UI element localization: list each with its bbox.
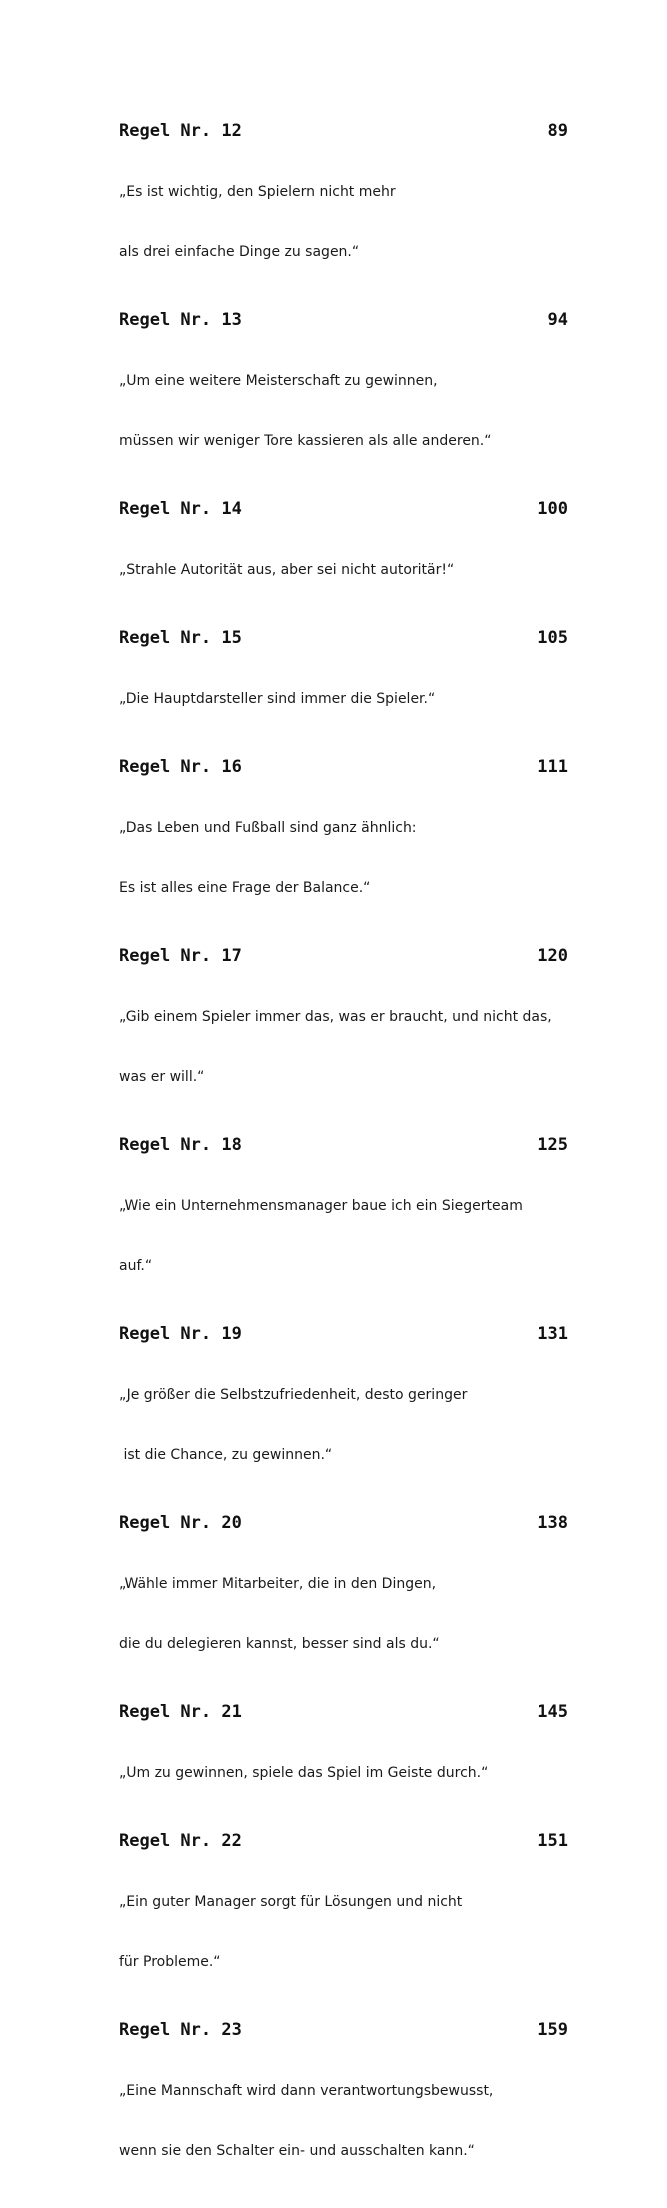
rule-title: Regel Nr. 23 (119, 2020, 242, 2040)
page-number: 131 (537, 1324, 568, 1344)
page-number: 94 (547, 310, 568, 330)
toc-entry-header (119, 120, 568, 142)
quote-line: was er will.“ (119, 1069, 205, 1085)
rule-title: Regel Nr. 19 (119, 1324, 242, 1344)
rule-quote (119, 520, 568, 620)
page-number: 120 (537, 946, 568, 966)
rule-quote (119, 1345, 568, 1505)
rule-quote (119, 778, 568, 938)
toc-entry (119, 945, 568, 1127)
quote-line: „Die Hauptdarsteller sind immer die Spieler.“ (119, 691, 436, 707)
toc-entry (119, 1323, 568, 1505)
table-of-contents (119, 120, 568, 2208)
page-number: 151 (537, 1831, 568, 1851)
rule-quote (119, 1534, 568, 1694)
quote-line: „Gib einem Spieler immer das, was er braucht, und nicht das, (119, 1009, 552, 1025)
quote-line: „Strahle Autorität aus, aber sei nicht autoritär!“ (119, 562, 455, 578)
quote-line: „Wie ein Unternehmensmanager baue ich ein Siegerteam (119, 1198, 523, 1214)
rule-quote (119, 1852, 568, 2012)
rule-title: Regel Nr. 20 (119, 1513, 242, 1533)
toc-entry-header (119, 627, 568, 649)
page-number: 100 (537, 499, 568, 519)
rule-title: Regel Nr. 21 (119, 1702, 242, 1722)
quote-line: für Probleme.“ (119, 1954, 221, 1970)
toc-entry (119, 756, 568, 938)
page-number: 125 (537, 1135, 568, 1155)
rule-title: Regel Nr. 14 (119, 499, 242, 519)
rule-title: Regel Nr. 18 (119, 1135, 242, 1155)
quote-line: müssen wir weniger Tore kassieren als alle anderen.“ (119, 433, 492, 449)
toc-entry (119, 1701, 568, 1823)
rule-quote (119, 2041, 568, 2201)
rule-title: Regel Nr. 17 (119, 946, 242, 966)
rule-title: Regel Nr. 13 (119, 310, 242, 330)
quote-line: als drei einfache Dinge zu sagen.“ (119, 244, 360, 260)
toc-entry-header (119, 1701, 568, 1723)
quote-line: „Das Leben und Fußball sind ganz ähnlich: (119, 820, 417, 836)
toc-entry-header (119, 1323, 568, 1345)
rule-quote (119, 967, 568, 1127)
toc-entry-header (119, 1134, 568, 1156)
toc-entry-header (119, 1830, 568, 1852)
toc-entry-header (119, 2019, 568, 2041)
page-number: 159 (537, 2020, 568, 2040)
toc-entry-header (119, 756, 568, 778)
toc-entry (119, 1134, 568, 1316)
quote-line: „Ein guter Manager sorgt für Lösungen und nicht (119, 1894, 463, 1910)
page-number: 89 (547, 121, 568, 141)
toc-entry (119, 309, 568, 491)
quote-line: „Je größer die Selbstzufriedenheit, desto geringer (119, 1387, 468, 1403)
page-number: 111 (537, 757, 568, 777)
page-number: 145 (537, 1702, 568, 1722)
toc-entry-header (119, 945, 568, 967)
rule-quote (119, 649, 568, 749)
rule-quote (119, 331, 568, 491)
quote-line: ist die Chance, zu gewinnen.“ (119, 1447, 333, 1463)
rule-title: Regel Nr. 15 (119, 628, 242, 648)
quote-line: auf.“ (119, 1258, 153, 1274)
quote-line: „Es ist wichtig, den Spielern nicht mehr (119, 184, 396, 200)
rule-quote (119, 142, 568, 302)
quote-line: „Eine Mannschaft wird dann verantwortungsbewusst, (119, 2083, 494, 2099)
quote-line: „Um zu gewinnen, spiele das Spiel im Geiste durch.“ (119, 1765, 489, 1781)
quote-line: Es ist alles eine Frage der Balance.“ (119, 880, 371, 896)
quote-line: „Wähle immer Mitarbeiter, die in den Dingen, (119, 1576, 437, 1592)
toc-entry (119, 120, 568, 302)
quote-line: wenn sie den Schalter ein- und ausschalten kann.“ (119, 2143, 475, 2159)
rule-quote (119, 1723, 568, 1823)
rule-quote (119, 1156, 568, 1316)
toc-entry-header (119, 309, 568, 331)
rule-title: Regel Nr. 12 (119, 121, 242, 141)
rule-title: Regel Nr. 22 (119, 1831, 242, 1851)
page-number: 105 (537, 628, 568, 648)
toc-entry (119, 1512, 568, 1694)
toc-entry (119, 1830, 568, 2012)
toc-entry (119, 498, 568, 620)
quote-line: „Um eine weitere Meisterschaft zu gewinnen, (119, 373, 438, 389)
toc-entry (119, 627, 568, 749)
rule-title: Regel Nr. 16 (119, 757, 242, 777)
page-number: 138 (537, 1513, 568, 1533)
toc-entry-header (119, 1512, 568, 1534)
toc-entry (119, 2019, 568, 2201)
toc-entry-header (119, 498, 568, 520)
quote-line: die du delegieren kannst, besser sind als du.“ (119, 1636, 440, 1652)
